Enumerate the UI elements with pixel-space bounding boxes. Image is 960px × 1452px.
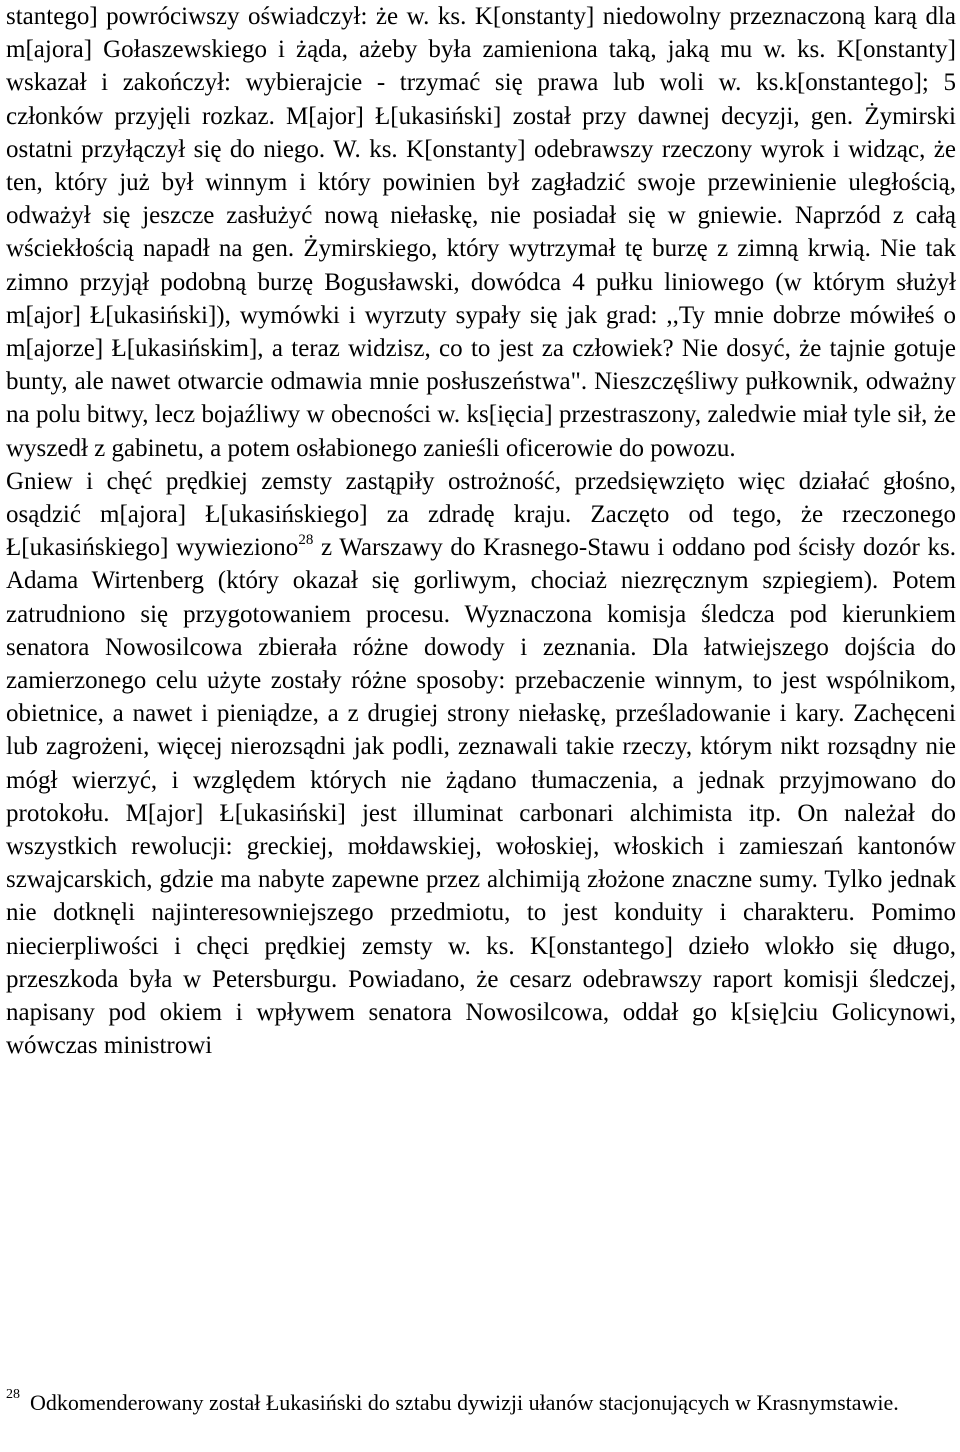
paragraph xyxy=(6,465,956,1063)
paragraph-text: Gniew i chęć prędkiej zemsty zastąpiły ostrożność, przedsięwzięto więc działać głośno, osądzić m[ajora] Ł[ukasińskiego] za zdradę kraju. Zaczęto od tego, że rzeczonego Ł[ukasińskiego] wywieziono xyxy=(6,467,956,562)
footnote xyxy=(6,1388,956,1417)
document-page xyxy=(6,0,956,1452)
footnote-number: 28 xyxy=(6,1387,20,1402)
footnote-reference: 28 xyxy=(298,532,314,549)
paragraph-text: z Warszawy do Krasnego-Stawu i oddano pod ścisły dozór ks. Adama Wirtenberg (który okazał się gorliwym, chociaż niezręcznym szpiegiem). Potem zatrudniono się przygotowaniem procesu. Wyznaczona komisja śledcza pod kierunkiem senatora Nowosilcowa zbierała różne dowody i zeznania. Dla łatwiejszego dojścia do zamierzonego celu użyte zostały różne sposoby: przebaczenie winnym, to jest wspólnikom, obietnice, a nawet i pieniądze, a z drugiej strony niełaskę, prześladowanie i kary. Zachęceni lub zagrożeni, więcej nierozsądni jak podli, zeznawali takie rzeczy, którym nikt rozsądny nie mógł wierzyć, i względem których nie żądano tłumaczenia, a jednak przyjmowano do protokołu. M[ajor] Ł[ukasiński] jest illuminat carbonari alchimista itp. On należał do wszystkich rewolucji: greckiej, mołdawskiej, wołoskiej, włoskich i zamieszań kantonów szwajcarskich, gdzie ma nabyte zapewne przez alchimiją złożone znaczne sumy. Tylko jednak nie dotknęli najinteresowniejszego przedmiotu, to jest konduity i charakteru. Pomimo niecierpliwości i chęci prędkiej zemsty w. ks. K[onstantego] dzieło wlokło się długo, przeszkoda była w Petersburgu. Powiadano, że cesarz odebrawszy raport komisji śledczej, napisany pod okiem i wpływem senatora Nowosilcowa, oddał go k[się]ciu Golicynowi, wówczas ministrowi xyxy=(6,534,956,1060)
main-text xyxy=(6,0,956,1063)
paragraph: stantego] powróciwszy oświadczył: że w. ks. K[onstanty] niedowolny przeznaczoną karą dla m[ajora] Gołaszewskiego i żąda, ażeby była zamieniona taką, jaką mu w. ks. K[onstanty] wskazał i zakończył: wybierajcie - trzymać się prawa lub woli w. ks.k[onstantego]; 5 członków przyjęli rozkaz. M[ajor] Ł[ukasiński] został przy dawnej decyzji, gen. Żymirski ostatni przyłączył się do niego. W. ks. K[onstanty] odebrawszy rzeczony wyrok i widząc, że ten, który już był winnym i który powinien był zagładzić swoje przewinienie uległością, odważył się jeszcze zasłużyć nową niełaskę, nie posiadał się w gniewie. Naprzód z całą wściekłością napadł na gen. Żymirskiego, który wytrzymał tę burzę z zimną krwią. Nie tak zimno przyjął podobną burzę Bogusławski, dowódca 4 pułku liniowego (w którym służył m[ajor] Ł[ukasiński]), wymówki i wyrzuty sypały się jak grad: ,,Ty mnie dobrze mówiłeś o m[ajorze] Ł[ukasińskim], a teraz widzisz, co to jest za człowiek? Nie dosyć, że tajnie gotuje bunty, ale nawet otwarcie odmawia mnie posłuszeństwa". Nieszczęśliwy pułkownik, odważny na polu bitwy, lecz bojaźliwy w obecności w. ks[ięcia] przestraszony, zaledwie miał tyle sił, że wyszedł z gabinetu, a potem osłabionego zanieśli oficerowie do powozu. xyxy=(6,3,956,462)
footnote-text: Odkomenderowany został Łukasiński do sztabu dywizji ułanów stacjonujących w Krasnymstawie. xyxy=(30,1390,899,1415)
